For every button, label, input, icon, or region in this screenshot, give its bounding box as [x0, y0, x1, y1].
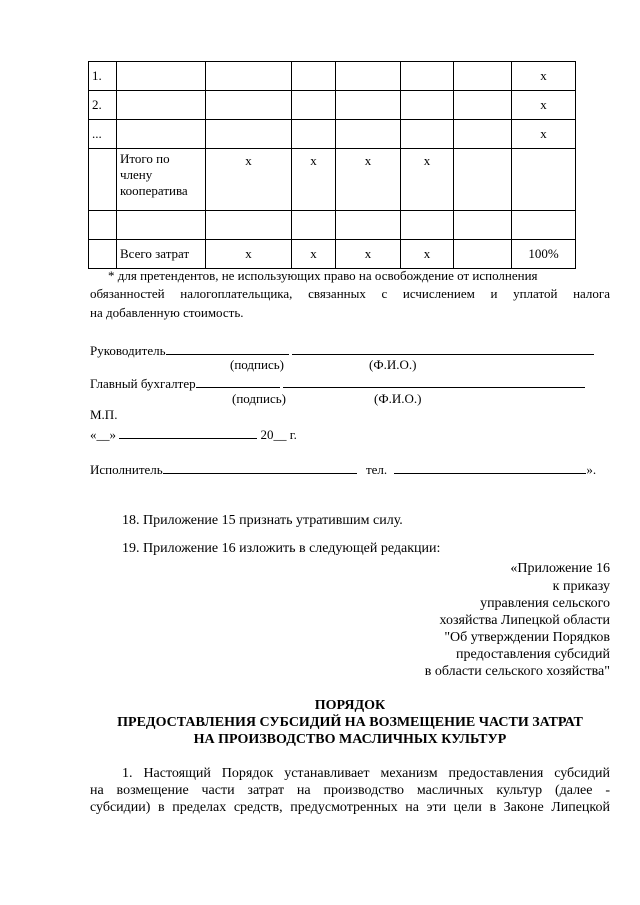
signature-blank — [166, 341, 289, 355]
executor-blank — [163, 460, 357, 474]
head-label: Руководитель — [90, 343, 166, 358]
table-cell: x — [512, 62, 576, 91]
row-label: Всего затрат — [117, 240, 206, 269]
accountant-label: Главный бухгалтер — [90, 376, 196, 391]
footnote-line: на добавленную стоимость. — [90, 305, 244, 320]
appendix-line: предоставления субсидий — [455, 647, 610, 662]
table-row — [89, 149, 576, 211]
appendix-line: к приказу — [552, 579, 610, 594]
table-row — [89, 62, 576, 91]
fio-caption: (Ф.И.О.) — [374, 391, 422, 406]
appendix-line: хозяйства Липецкой области — [439, 613, 610, 628]
table-cell: x — [206, 149, 292, 211]
year-prefix: 20__ — [260, 427, 287, 442]
fio-blank — [283, 374, 585, 388]
fio-blank — [292, 341, 594, 355]
row-number: ... — [89, 120, 117, 149]
executor-label: Исполнитель — [90, 462, 163, 477]
table-cell: 100% — [512, 240, 576, 269]
appendix-line: "Об утверждении Порядков — [444, 630, 610, 645]
body-line: на возмещение части затрат на производство масличных культур (далее - — [90, 783, 610, 798]
table-cell: x — [401, 240, 454, 269]
accountant-signature-line — [90, 374, 585, 392]
closing-quote: ». — [586, 462, 597, 477]
table-row — [89, 240, 576, 269]
table-cell: x — [292, 240, 336, 269]
date-open: «__» — [90, 427, 116, 442]
doc-title: ПОРЯДОК — [314, 698, 386, 713]
fio-caption: (Ф.И.О.) — [369, 357, 417, 372]
item-18: 18. Приложение 15 признать утратившим силу. — [122, 513, 403, 528]
cost-table — [88, 61, 576, 269]
phone-label: тел. — [365, 462, 388, 477]
table-cell: x — [336, 240, 401, 269]
table-row — [89, 91, 576, 120]
date-line — [90, 425, 297, 443]
appendix-line: «Приложение 16 — [510, 561, 610, 576]
body-line: 1. Настоящий Порядок устанавливает механизм предоставления субсидий — [122, 766, 610, 781]
phone-blank — [394, 460, 586, 474]
row-label: Итого по члену кооператива — [117, 149, 206, 211]
appendix-line: в области сельского хозяйства" — [424, 664, 610, 679]
head-signature-line — [90, 341, 594, 359]
doc-title-line: ПРЕДОСТАВЛЕНИЯ СУБСИДИЙ НА ВОЗМЕЩЕНИЕ ЧАСТИ ЗАТРАТ — [117, 715, 583, 730]
signature-caption: (подпись) — [232, 391, 286, 406]
table-cell: x — [401, 149, 454, 211]
signature-caption: (подпись) — [230, 357, 284, 372]
table-row — [89, 120, 576, 149]
row-number: 2. — [89, 91, 117, 120]
table-row — [89, 211, 576, 240]
table-cell: x — [512, 120, 576, 149]
item-19: 19. Приложение 16 изложить в следующей редакции: — [122, 541, 441, 556]
table-cell: x — [206, 240, 292, 269]
footnote-line: обязанностей налогоплательщика, связанных с исчислением и уплатой налога — [90, 286, 610, 301]
body-line: субсидии) в пределах средств, предусмотренных на эти цели в Законе Липецкой — [90, 800, 610, 815]
footnote-line: * для претендентов, не использующих право на освобождение от исполнения — [108, 268, 538, 283]
table-cell: x — [292, 149, 336, 211]
signature-blank — [196, 374, 280, 388]
executor-line — [90, 460, 596, 478]
doc-title-line: НА ПРОИЗВОДСТВО МАСЛИЧНЫХ КУЛЬТУР — [193, 732, 507, 747]
stamp-label: М.П. — [90, 407, 118, 422]
appendix-line: управления сельского — [480, 596, 610, 611]
table-cell: x — [336, 149, 401, 211]
year-suffix: г. — [289, 427, 297, 442]
row-number: 1. — [89, 62, 117, 91]
table-cell: x — [512, 91, 576, 120]
month-blank — [119, 425, 257, 439]
